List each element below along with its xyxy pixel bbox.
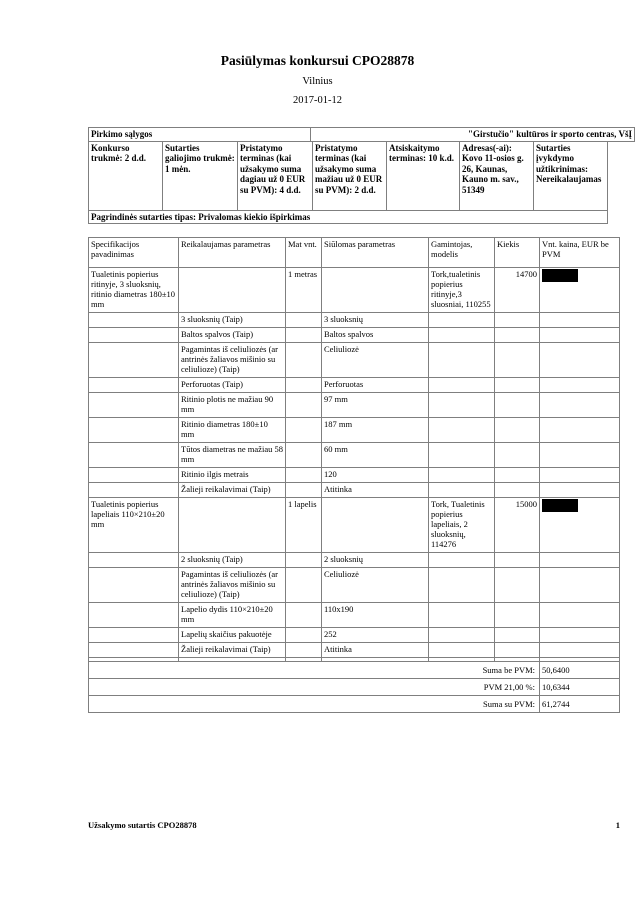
price-cell bbox=[540, 268, 620, 313]
column-header: Gamintojas, modelis bbox=[429, 238, 495, 268]
cell bbox=[89, 553, 179, 568]
cell: 2 sluoksnių (Taip) bbox=[179, 553, 286, 568]
cell bbox=[429, 643, 495, 658]
cell: Perforuotas bbox=[322, 378, 429, 393]
cell bbox=[495, 393, 540, 418]
cell: 2 sluoksnių bbox=[322, 553, 429, 568]
cell bbox=[540, 553, 620, 568]
cell bbox=[286, 378, 322, 393]
param-row bbox=[89, 343, 620, 378]
cell bbox=[286, 313, 322, 328]
cell bbox=[540, 313, 620, 328]
param-row bbox=[89, 568, 620, 603]
cell bbox=[495, 603, 540, 628]
cell: 120 bbox=[322, 468, 429, 483]
cell bbox=[89, 568, 179, 603]
cell bbox=[495, 418, 540, 443]
cell bbox=[89, 643, 179, 658]
cell: 110x190 bbox=[322, 603, 429, 628]
redacted-price bbox=[542, 269, 578, 282]
condition-cell: Konkurso trukmė: 2 d.d. bbox=[89, 141, 163, 210]
column-header: Kiekis bbox=[495, 238, 540, 268]
param-row bbox=[89, 328, 620, 343]
cell: 1 metras bbox=[286, 268, 322, 313]
product-row bbox=[89, 268, 620, 313]
cell bbox=[540, 628, 620, 643]
cell bbox=[540, 643, 620, 658]
date-line: 2017-01-12 bbox=[293, 95, 342, 106]
cell bbox=[286, 568, 322, 603]
cell bbox=[495, 628, 540, 643]
cell bbox=[495, 313, 540, 328]
price-cell bbox=[540, 498, 620, 553]
cell: Perforuotas (Taip) bbox=[179, 378, 286, 393]
condition-cell: Atsiskaitymo terminas: 10 k.d. bbox=[387, 141, 460, 210]
contract-type-table bbox=[88, 210, 608, 225]
cell bbox=[89, 628, 179, 643]
cell: Žalieji reikalavimai (Taip) bbox=[179, 643, 286, 658]
cell: Tūtos diametras ne mažiau 58 mm bbox=[179, 443, 286, 468]
footer-contract-name: Užsakymo sutartis CPO28878 bbox=[88, 820, 197, 830]
cell bbox=[286, 483, 322, 498]
cell: 14700 bbox=[495, 268, 540, 313]
cell: 3 sluoksnių bbox=[322, 313, 429, 328]
summary-label: PVM 21,00 %: bbox=[89, 679, 540, 696]
cell bbox=[540, 418, 620, 443]
cell: Tork,tualetinis popierius ritinyje,3 sluosniai, 110255 bbox=[429, 268, 495, 313]
param-row bbox=[89, 313, 620, 328]
summary-value: 50,6400 bbox=[540, 662, 620, 679]
cell bbox=[89, 418, 179, 443]
column-header: Siūlomas parametras bbox=[322, 238, 429, 268]
cell: Pagamintas iš celiuliozės (ar antrinės žaliavos mišinio su celiulioze) (Taip) bbox=[179, 568, 286, 603]
cell: 60 mm bbox=[322, 443, 429, 468]
cell bbox=[429, 378, 495, 393]
summary-label: Suma be PVM: bbox=[89, 662, 540, 679]
param-row bbox=[89, 468, 620, 483]
column-header: Vnt. kaina, EUR be PVM bbox=[540, 238, 620, 268]
cell bbox=[540, 378, 620, 393]
redacted-price bbox=[542, 499, 578, 512]
param-row bbox=[89, 483, 620, 498]
cell bbox=[495, 378, 540, 393]
cell bbox=[286, 328, 322, 343]
cell: Ritinio plotis ne mažiau 90 mm bbox=[179, 393, 286, 418]
cell bbox=[495, 568, 540, 603]
cell bbox=[89, 468, 179, 483]
cell bbox=[429, 483, 495, 498]
param-row bbox=[89, 628, 620, 643]
cell: Atitinka bbox=[322, 483, 429, 498]
column-header: Specifikacijos pavadinimas bbox=[89, 238, 179, 268]
table-row bbox=[89, 141, 608, 210]
cell: Ritinio ilgis metrais bbox=[179, 468, 286, 483]
condition-cell: Adresas(-ai): Kovo 11-osios g. 26, Kaunas, Kauno m. sav., 51349 bbox=[460, 141, 534, 210]
conditions-header-table bbox=[88, 127, 635, 142]
summary-row bbox=[89, 696, 620, 713]
cell bbox=[495, 643, 540, 658]
cell bbox=[89, 393, 179, 418]
purchase-conditions-section bbox=[88, 127, 635, 224]
param-row bbox=[89, 393, 620, 418]
cell bbox=[540, 443, 620, 468]
cell: Celiuliozė bbox=[322, 568, 429, 603]
cell bbox=[429, 553, 495, 568]
table-row bbox=[89, 210, 608, 224]
param-row bbox=[89, 553, 620, 568]
city-line: Vilnius bbox=[302, 76, 333, 87]
cell bbox=[540, 393, 620, 418]
cell bbox=[540, 603, 620, 628]
cell bbox=[89, 313, 179, 328]
cell bbox=[495, 328, 540, 343]
cell bbox=[429, 468, 495, 483]
cell bbox=[89, 483, 179, 498]
conditions-detail-table bbox=[88, 141, 608, 211]
cell: Žalieji reikalavimai (Taip) bbox=[179, 483, 286, 498]
page-title: Pasiūlymas konkursui CPO28878 bbox=[220, 53, 415, 68]
cell bbox=[429, 393, 495, 418]
condition-cell: Pristatymo terminas (kai užsakymo suma mažiau už 0 EUR su PVM): 2 d.d. bbox=[313, 141, 387, 210]
cell: Pagamintas iš celiuliozės (ar antrinės žaliavos mišinio su celiulioze) (Taip) bbox=[179, 343, 286, 378]
cell: Baltos spalvos (Taip) bbox=[179, 328, 286, 343]
table-row bbox=[89, 128, 635, 142]
cell bbox=[429, 603, 495, 628]
product-row bbox=[89, 498, 620, 553]
cell bbox=[286, 603, 322, 628]
param-row bbox=[89, 443, 620, 468]
column-header: Mat vnt. bbox=[286, 238, 322, 268]
cell: Tualetinis popierius lapeliais 110×210±20 mm bbox=[89, 498, 179, 553]
cell bbox=[495, 483, 540, 498]
cell bbox=[89, 603, 179, 628]
condition-cell: Sutarties galiojimo trukmė: 1 mėn. bbox=[163, 141, 238, 210]
cell bbox=[429, 568, 495, 603]
cell: 187 mm bbox=[322, 418, 429, 443]
cell bbox=[89, 443, 179, 468]
buyer-name: "Girstučio" kultūros ir sporto centras, VšĮ bbox=[311, 128, 635, 142]
cell bbox=[429, 328, 495, 343]
cell bbox=[286, 628, 322, 643]
cell: Tualetinis popierius ritinyje, 3 sluoksnių, ritinio diametras 180±10 mm bbox=[89, 268, 179, 313]
summary-row bbox=[89, 679, 620, 696]
specification-table bbox=[88, 237, 620, 713]
cell: 3 sluoksnių (Taip) bbox=[179, 313, 286, 328]
cell bbox=[429, 628, 495, 643]
cell bbox=[179, 268, 286, 313]
condition-cell: Sutarties įvykdymo užtikrinimas: Nereikalaujamas bbox=[534, 141, 608, 210]
cell: Atitinka bbox=[322, 643, 429, 658]
cell bbox=[89, 343, 179, 378]
cell bbox=[286, 343, 322, 378]
cell bbox=[179, 498, 286, 553]
cell: 15000 bbox=[495, 498, 540, 553]
summary-value: 10,6344 bbox=[540, 679, 620, 696]
cell bbox=[540, 343, 620, 378]
summary-row bbox=[89, 662, 620, 679]
cell: 97 mm bbox=[322, 393, 429, 418]
condition-cell: Pristatymo terminas (kai užsakymo suma dagiau už 0 EUR su PVM): 4 d.d. bbox=[238, 141, 313, 210]
cell bbox=[540, 568, 620, 603]
summary-label: Suma su PVM: bbox=[89, 696, 540, 713]
cell bbox=[286, 393, 322, 418]
cell: 1 lapelis bbox=[286, 498, 322, 553]
cell bbox=[540, 328, 620, 343]
cell bbox=[89, 328, 179, 343]
cell: Ritinio diametras 180±10 mm bbox=[179, 418, 286, 443]
cell bbox=[429, 343, 495, 378]
cell bbox=[495, 443, 540, 468]
cell bbox=[495, 553, 540, 568]
cell bbox=[429, 443, 495, 468]
specification-section bbox=[88, 237, 620, 713]
cell bbox=[286, 443, 322, 468]
cell: Tork, Tualetinis popierius lapeliais, 2 sluoksnių, 114276 bbox=[429, 498, 495, 553]
cell bbox=[89, 378, 179, 393]
cell: 252 bbox=[322, 628, 429, 643]
cell bbox=[429, 313, 495, 328]
footer-page-number: 1 bbox=[615, 820, 620, 830]
cell: Baltos spalvos bbox=[322, 328, 429, 343]
column-header: Reikalaujamas parametras bbox=[179, 238, 286, 268]
cell bbox=[540, 483, 620, 498]
param-row bbox=[89, 378, 620, 393]
param-row bbox=[89, 643, 620, 658]
cell bbox=[495, 343, 540, 378]
cell bbox=[495, 468, 540, 483]
contract-type: Pagrindinės sutarties tipas: Privalomas kiekio išpirkimas bbox=[89, 210, 608, 224]
cell: Lapelių skaičius pakuotėje bbox=[179, 628, 286, 643]
param-row bbox=[89, 418, 620, 443]
cell bbox=[322, 498, 429, 553]
cell bbox=[540, 468, 620, 483]
conditions-title: Pirkimo sąlygos bbox=[89, 128, 311, 142]
cell bbox=[286, 553, 322, 568]
cell bbox=[286, 418, 322, 443]
cell bbox=[286, 468, 322, 483]
cell bbox=[429, 418, 495, 443]
summary-value: 61,2744 bbox=[540, 696, 620, 713]
cell: Lapelio dydis 110×210±20 mm bbox=[179, 603, 286, 628]
cell bbox=[286, 643, 322, 658]
cell: Celiuliozė bbox=[322, 343, 429, 378]
param-row bbox=[89, 603, 620, 628]
cell bbox=[322, 268, 429, 313]
header-row bbox=[89, 238, 620, 268]
